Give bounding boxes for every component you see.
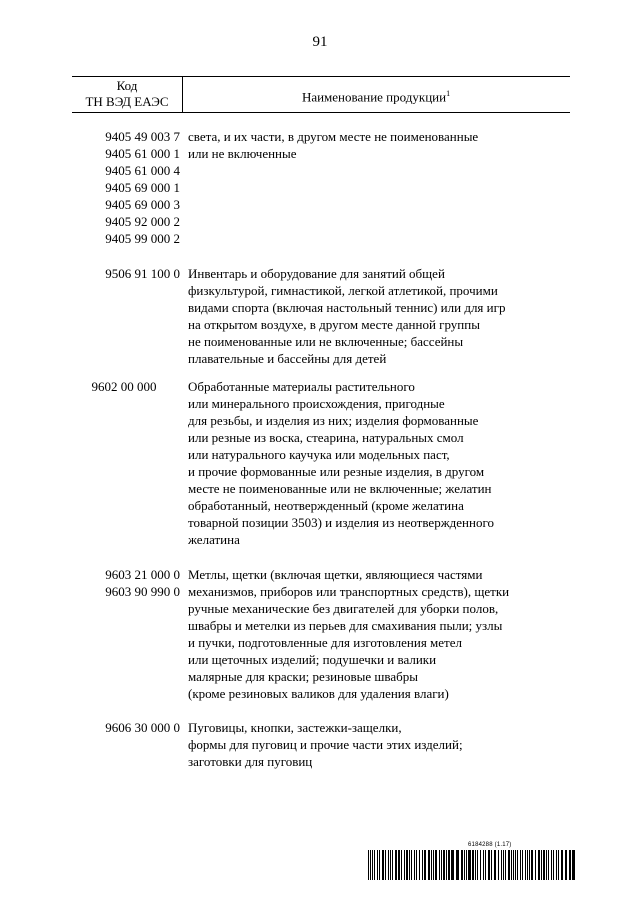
tn-ved-code: 9405 49 003 7: [105, 129, 180, 144]
description-line: света, и их части, в другом месте не поименованные: [188, 129, 479, 144]
row-codes: [72, 265, 180, 282]
description-line: формы для пуговиц и прочие части этих изделий;: [188, 737, 463, 752]
barcode-number: 6184288 (1.17): [468, 842, 512, 848]
barcode-image: [368, 850, 576, 880]
description-line: Пуговицы, кнопки, застежки-защелки,: [188, 720, 402, 735]
tn-ved-code: 9405 61 000 1: [105, 146, 180, 161]
description-line: швабры и метелки из перьев для смахивания пыли; узлы: [188, 618, 503, 633]
header-bottom-border: [72, 112, 570, 113]
tn-ved-code: 9603 21 000 0: [105, 567, 180, 582]
description-line: или натурального каучука или модельных паст,: [188, 447, 450, 462]
description-line: и прочие формованные или резные изделия, в другом: [188, 464, 485, 479]
description-line: или не включенные: [188, 146, 297, 161]
description-line: (кроме резиновых валиков для удаления влаги): [188, 686, 449, 701]
description-line: малярные для краски; резиновые швабры: [188, 669, 418, 684]
table-top-border: [72, 76, 570, 77]
tn-ved-code: 9602 00 000: [91, 379, 157, 394]
header-footnote-mark: 1: [446, 89, 451, 98]
row-codes: [72, 128, 180, 247]
description-line: физкультурой, гимнастикой, легкой атлетикой, прочими: [188, 283, 498, 298]
tn-ved-code: 9603 90 990 0: [105, 584, 180, 599]
description-line: товарной позиции 3503) и изделия из неотвержденного: [188, 515, 494, 530]
page-number: 91: [312, 34, 328, 50]
tn-ved-code: 9405 69 000 3: [105, 197, 180, 212]
header-code: [72, 78, 182, 110]
description-line: или щеточных изделий; подушечки и валики: [188, 652, 437, 667]
row-description: [188, 566, 568, 702]
description-line: желатина: [188, 532, 240, 547]
description-line: для резьбы, и изделия из них; изделия формованные: [188, 413, 479, 428]
description-line: месте не поименованные или не включенные; желатин: [188, 481, 492, 496]
tn-ved-code: 9405 92 000 2: [105, 214, 180, 229]
row-description: [188, 719, 568, 770]
row-description: [188, 378, 568, 548]
description-line: механизмов, приборов или транспортных средств), щетки: [188, 584, 510, 599]
description-line: заготовки для пуговиц: [188, 754, 313, 769]
description-line: Обработанные материалы растительного: [188, 379, 415, 394]
description-line: Инвентарь и оборудование для занятий общей: [188, 266, 445, 281]
description-line: на открытом воздухе, в другом месте данной группы: [188, 317, 480, 332]
header-code-line2: ТН ВЭД ЕАЭС: [85, 94, 169, 109]
tn-ved-code: 9405 61 000 4: [105, 163, 180, 178]
description-line: плавательные и бассейны для детей: [188, 351, 387, 366]
header-code-line1: Код: [116, 78, 138, 93]
description-line: или резные из воска, стеарина, натуральных смол: [188, 430, 464, 445]
header-name-text: Наименование продукции: [301, 89, 447, 105]
description-line: ручные механические без двигателей для уборки полов,: [188, 601, 499, 616]
header-product-name: [182, 86, 570, 105]
row-description: [188, 265, 568, 367]
tn-ved-code: 9405 69 000 1: [105, 180, 180, 195]
row-codes: [82, 378, 166, 395]
description-line: Метлы, щетки (включая щетки, являющиеся частями: [188, 567, 483, 582]
row-description: [188, 128, 568, 162]
tn-ved-code: 9506 91 100 0: [105, 266, 180, 281]
row-codes: [72, 719, 180, 736]
tn-ved-code: 9405 99 000 2: [105, 231, 180, 246]
description-line: и пучки, подготовленные для изготовления метел: [188, 635, 462, 650]
description-line: или минерального происхождения, пригодные: [188, 396, 445, 411]
tn-ved-code: 9606 30 000 0: [105, 720, 180, 735]
row-codes: [72, 566, 180, 600]
description-line: не поименованные или не включенные; бассейны: [188, 334, 464, 349]
description-line: видами спорта (включая настольный теннис) или для игр: [188, 300, 506, 315]
description-line: обработанный, неотвержденный (кроме желатина: [188, 498, 464, 513]
